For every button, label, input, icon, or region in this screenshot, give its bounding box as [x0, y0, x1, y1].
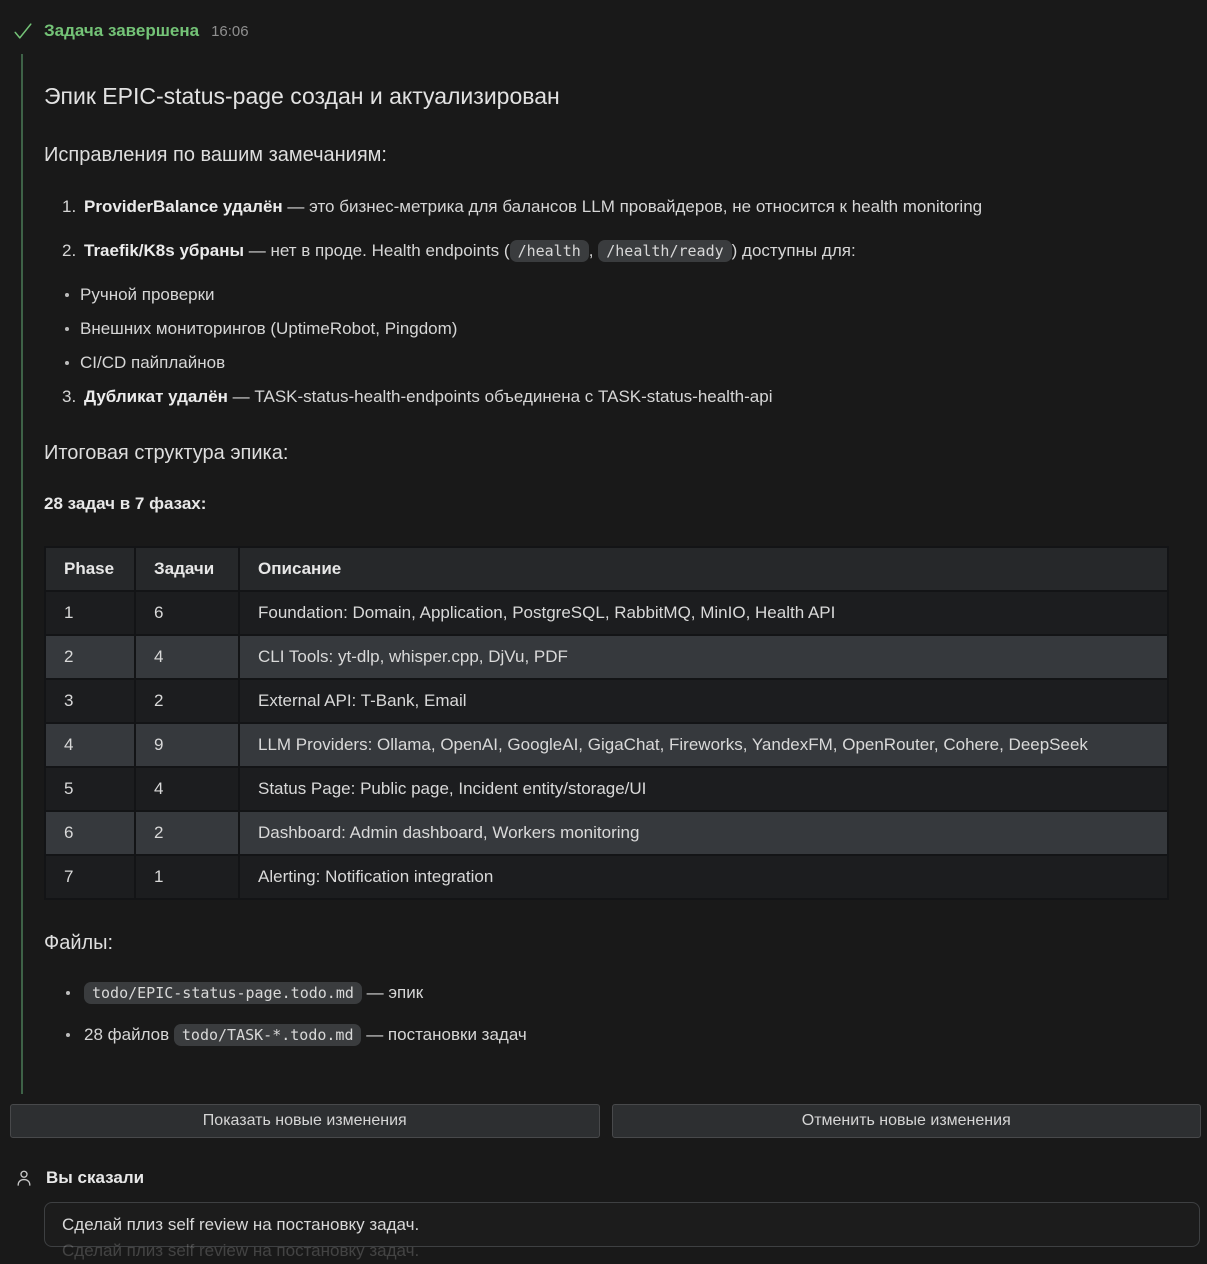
assistant-message: [21, 54, 1207, 1094]
show-changes-button[interactable]: Показать новые изменения: [10, 1104, 600, 1138]
column-header-phase: Phase: [45, 547, 135, 591]
cell-tasks: 2: [135, 679, 239, 723]
files-heading: Файлы:: [44, 931, 114, 954]
cell-tasks: 2: [135, 811, 239, 855]
task-status-label: Задача завершена: [44, 21, 200, 40]
files-list: [44, 980, 1169, 1048]
cell-description: External API: T-Bank, Email: [239, 679, 1168, 723]
clipped-text-line: Сделай плиз self review на постановку задач.: [62, 1240, 420, 1260]
file-list-item: 28 файлов todo/TASK-*.todo.md — постановки задач: [44, 1022, 1169, 1048]
cancel-changes-button[interactable]: Отменить новые изменения: [612, 1104, 1202, 1138]
cell-description: CLI Tools: yt-dlp, whisper.cpp, DjVu, PDF: [239, 635, 1168, 679]
sub-list-item: Внешних мониторингов (UptimeRobot, Pingdom): [44, 316, 1169, 342]
list-item-number: 2.: [62, 240, 77, 260]
sub-list-item: Ручной проверки: [44, 282, 1169, 308]
table-row: [45, 679, 1168, 723]
cell-description: Alerting: Notification integration: [239, 855, 1168, 899]
list-item-text: Traefik/K8s убраны — нет в проде. Health endpoints ( /health , /health/ready ) доступны для:: [84, 240, 856, 260]
list-item-text: Дубликат удалён — TASK-status-health-endpoints объединена с TASK-status-health-api: [84, 386, 773, 406]
message-title: Эпик EPIC-status-page создан и актуализирован: [44, 83, 560, 109]
list-item: [44, 384, 1169, 410]
phases-table: [44, 546, 1169, 900]
user-message-box[interactable]: [44, 1202, 1200, 1260]
user-icon: [14, 1168, 34, 1188]
cell-tasks: 9: [135, 723, 239, 767]
inline-code: /health/ready: [598, 240, 731, 262]
table-row: [45, 767, 1168, 811]
cell-description: LLM Providers: Ollama, OpenAI, GoogleAI, GigaChat, Fireworks, YandexFM, OpenRouter, Cohere, DeepSeek: [239, 723, 1168, 767]
inline-code: /health: [510, 240, 589, 262]
cell-phase: 2: [45, 635, 135, 679]
table-row: [45, 811, 1168, 855]
list-item: [44, 238, 1169, 264]
structure-heading: Итоговая структура эпика:: [44, 441, 289, 464]
sub-list-item: CI/CD пайплайнов: [44, 350, 1169, 376]
file-path-code: todo/EPIC-status-page.todo.md: [84, 982, 362, 1004]
task-status-time: 16:06: [211, 22, 249, 40]
cell-tasks: 6: [135, 591, 239, 635]
cell-phase: 1: [45, 591, 135, 635]
cell-phase: 5: [45, 767, 135, 811]
table-row: [45, 855, 1168, 899]
cell-phase: 3: [45, 679, 135, 723]
file-path-code: todo/TASK-*.todo.md: [174, 1024, 362, 1046]
cell-description: Foundation: Domain, Application, PostgreSQL, RabbitMQ, MinIO, Health API: [239, 591, 1168, 635]
checkmark-icon: [12, 20, 34, 42]
table-row: [45, 591, 1168, 635]
actions-row: [10, 1104, 1201, 1138]
list-item-number: 1.: [62, 196, 77, 216]
cell-tasks: 4: [135, 635, 239, 679]
column-header-tasks: Задачи: [135, 547, 239, 591]
structure-subheading: 28 задач в 7 фазах:: [44, 493, 207, 513]
fix2-sub-list: [44, 282, 1169, 376]
table-header-row: [45, 547, 1168, 591]
cell-tasks: 4: [135, 767, 239, 811]
cell-phase: 7: [45, 855, 135, 899]
user-message-text: Сделай плиз self review на постановку задач.: [62, 1214, 420, 1234]
list-item-text: ProviderBalance удалён — это бизнес-метрика для балансов LLM провайдеров, не относится к health monitoring: [84, 196, 983, 216]
task-status-header: [0, 0, 1207, 42]
fixes-heading: Исправления по вашим замечаниям:: [44, 143, 387, 166]
cell-tasks: 1: [135, 855, 239, 899]
cell-phase: 4: [45, 723, 135, 767]
column-header-description: Описание: [239, 547, 1168, 591]
file-list-item: todo/EPIC-status-page.todo.md — эпик: [44, 980, 1169, 1006]
list-item-number: 3.: [62, 386, 77, 406]
table-row: [45, 723, 1168, 767]
user-message-header: [14, 1168, 1207, 1188]
list-item: [44, 194, 1169, 220]
cell-phase: 6: [45, 811, 135, 855]
cell-description: Dashboard: Admin dashboard, Workers monitoring: [239, 811, 1168, 855]
fixes-list: [44, 194, 1169, 410]
table-row: [45, 635, 1168, 679]
cell-description: Status Page: Public page, Incident entity/storage/UI: [239, 767, 1168, 811]
user-said-label: Вы сказали: [46, 1167, 145, 1187]
